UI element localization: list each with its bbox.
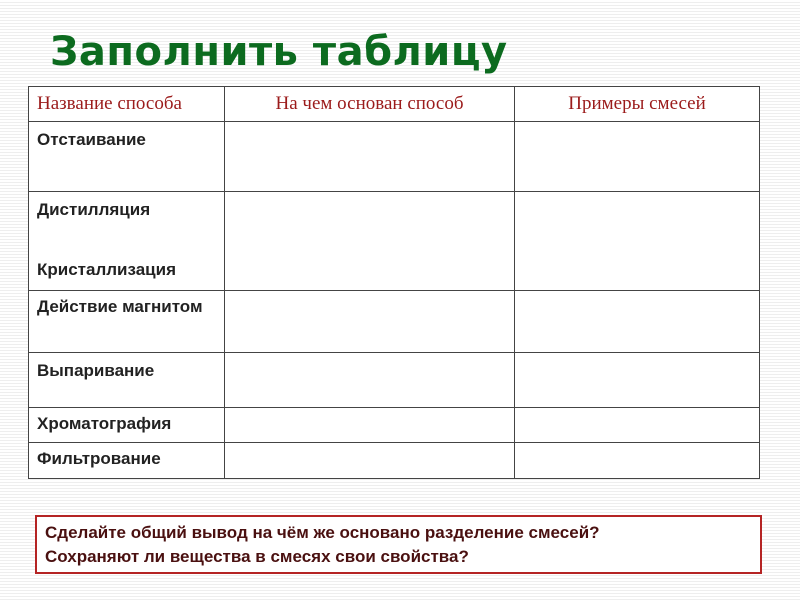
conclusion-box — [35, 515, 762, 574]
basis-cell[interactable] — [225, 192, 515, 291]
header-method-basis: На чем основан способ — [225, 87, 515, 122]
basis-cell[interactable] — [225, 353, 515, 408]
examples-cell[interactable] — [515, 192, 760, 291]
table-row — [29, 408, 760, 443]
examples-cell[interactable] — [515, 443, 760, 479]
basis-cell[interactable] — [225, 291, 515, 353]
table-row — [29, 122, 760, 192]
method-name-cell: Выпаривание — [29, 353, 225, 408]
conclusion-question-1: Сделайте общий вывод на чём же основано разделение смесей? — [45, 523, 600, 542]
basis-cell[interactable] — [225, 122, 515, 192]
basis-cell[interactable] — [225, 408, 515, 443]
method-name-cell: Отстаивание — [29, 122, 225, 192]
conclusion-question-2: Сохраняют ли вещества в смесях свои свойства? — [45, 547, 469, 566]
examples-cell[interactable] — [515, 353, 760, 408]
header-method-name: Название способа — [29, 87, 225, 122]
methods-table — [28, 86, 760, 479]
method-name-cell — [29, 192, 225, 291]
method-name-primary: Дистилляция — [37, 200, 151, 219]
examples-cell[interactable] — [515, 408, 760, 443]
examples-cell[interactable] — [515, 291, 760, 353]
table-row — [29, 443, 760, 479]
method-name-cell: Фильтрование — [29, 443, 225, 479]
table-row — [29, 353, 760, 408]
examples-cell[interactable] — [515, 122, 760, 192]
table-header-row — [29, 87, 760, 122]
header-mixture-examples: Примеры смесей — [515, 87, 760, 122]
method-name-cell: Хроматография — [29, 408, 225, 443]
slide-title: Заполнить таблицу — [50, 29, 508, 75]
method-name-cell: Действие магнитом — [29, 291, 225, 353]
table-row — [29, 291, 760, 353]
method-name-secondary: Кристаллизация — [37, 260, 176, 279]
basis-cell[interactable] — [225, 443, 515, 479]
table-row — [29, 192, 760, 291]
